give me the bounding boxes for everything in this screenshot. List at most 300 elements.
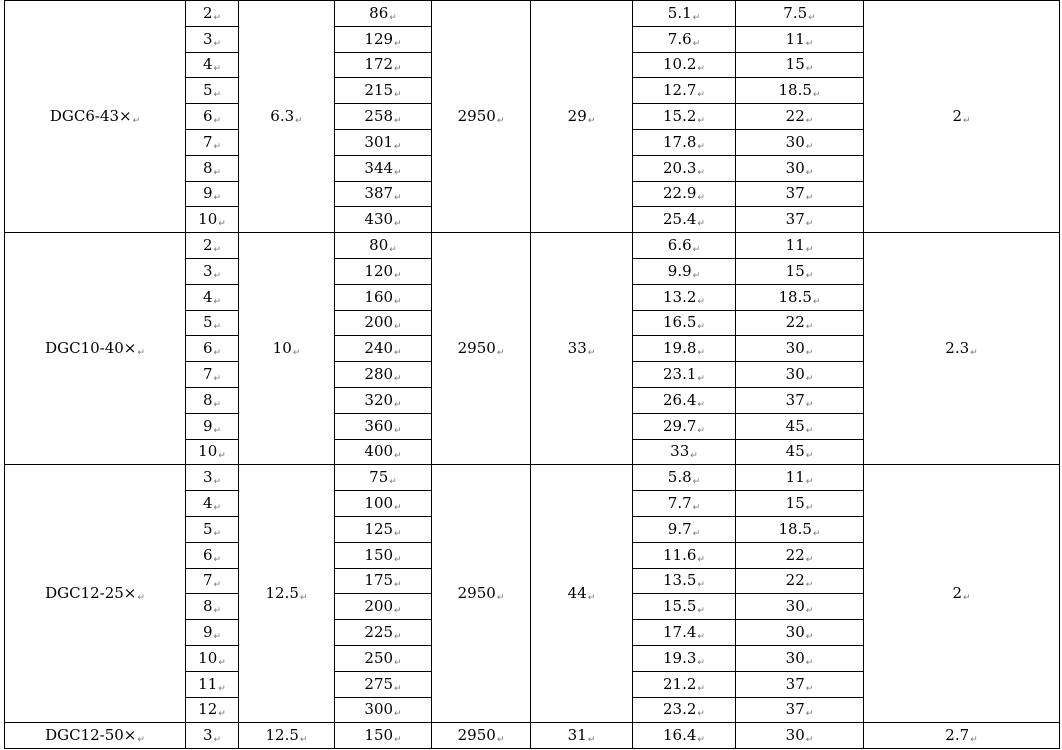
stages-value: 5 xyxy=(202,519,213,538)
motor-power-value: 37 xyxy=(785,700,805,719)
stages-value: 4 xyxy=(202,287,213,306)
paragraph-mark-icon: ↵ xyxy=(970,735,978,746)
speed-cell xyxy=(432,1,531,233)
motor-power-cell xyxy=(736,104,864,130)
paragraph-mark-icon: ↵ xyxy=(394,270,402,281)
head-value: 300 xyxy=(364,700,394,719)
motor-power-cell xyxy=(736,129,864,155)
shaft-power-cell xyxy=(633,542,736,568)
shaft-power-value: 5.1 xyxy=(667,3,692,22)
shaft-power-value: 13.2 xyxy=(663,287,697,306)
stages-cell xyxy=(186,78,239,104)
stages-value: 9 xyxy=(202,623,213,642)
shaft-power-value: 7.6 xyxy=(667,29,692,48)
motor-power-value: 18.5 xyxy=(778,519,812,538)
motor-power-cell xyxy=(736,362,864,388)
shaft-power-cell xyxy=(633,594,736,620)
paragraph-mark-icon: ↵ xyxy=(808,12,816,23)
stages-cell xyxy=(186,671,239,697)
head-value: 320 xyxy=(364,390,394,409)
motor-power-value: 37 xyxy=(785,674,805,693)
paragraph-mark-icon: ↵ xyxy=(389,477,397,488)
paragraph-mark-icon: ↵ xyxy=(697,632,705,643)
table-row xyxy=(5,1,1060,27)
paragraph-mark-icon: ↵ xyxy=(137,735,145,746)
paragraph-mark-icon: ↵ xyxy=(805,141,814,152)
paragraph-mark-icon: ↵ xyxy=(805,322,814,333)
paragraph-mark-icon: ↵ xyxy=(496,593,505,604)
shaft-power-cell xyxy=(633,233,736,259)
motor-power-cell xyxy=(736,516,864,542)
paragraph-mark-icon: ↵ xyxy=(213,374,222,385)
model-value: DGC12-50× xyxy=(45,726,137,745)
paragraph-mark-icon: ↵ xyxy=(805,451,814,462)
speed-value: 2950 xyxy=(457,339,496,358)
paragraph-mark-icon: ↵ xyxy=(805,477,814,488)
shaft-power-value: 20.3 xyxy=(663,158,697,177)
head-value: 280 xyxy=(364,365,394,384)
paragraph-mark-icon: ↵ xyxy=(805,606,814,617)
paragraph-mark-icon: ↵ xyxy=(213,399,222,410)
shaft-power-value: 13.5 xyxy=(663,571,697,590)
npsh-value: 2 xyxy=(952,584,962,603)
model-cell xyxy=(5,465,186,723)
efficiency-cell xyxy=(531,465,633,723)
motor-power-cell xyxy=(736,620,864,646)
paragraph-mark-icon: ↵ xyxy=(970,348,978,359)
head-cell xyxy=(335,26,432,52)
head-value: 150 xyxy=(364,726,394,745)
motor-power-value: 22 xyxy=(785,107,805,126)
head-value: 172 xyxy=(364,55,394,74)
paragraph-mark-icon: ↵ xyxy=(963,116,971,127)
paragraph-mark-icon: ↵ xyxy=(213,554,222,565)
stages-cell xyxy=(186,52,239,78)
speed-value: 2950 xyxy=(457,726,496,745)
head-cell xyxy=(335,78,432,104)
paragraph-mark-icon: ↵ xyxy=(394,503,402,514)
paragraph-mark-icon: ↵ xyxy=(213,632,222,643)
shaft-power-cell xyxy=(633,207,736,233)
stages-value: 9 xyxy=(202,184,213,203)
motor-power-cell xyxy=(736,78,864,104)
motor-power-cell xyxy=(736,723,864,749)
stages-cell xyxy=(186,362,239,388)
shaft-power-cell xyxy=(633,697,736,723)
efficiency-value: 31 xyxy=(567,726,587,745)
head-value: 86 xyxy=(369,3,389,22)
motor-power-value: 11 xyxy=(785,236,805,255)
paragraph-mark-icon: ↵ xyxy=(218,219,226,230)
paragraph-mark-icon: ↵ xyxy=(213,90,222,101)
motor-power-cell xyxy=(736,1,864,27)
head-cell xyxy=(335,413,432,439)
head-cell xyxy=(335,620,432,646)
stages-cell xyxy=(186,697,239,723)
paragraph-mark-icon: ↵ xyxy=(394,219,402,230)
paragraph-mark-icon: ↵ xyxy=(213,528,222,539)
npsh-value: 2.7 xyxy=(945,726,970,745)
head-value: 360 xyxy=(364,416,394,435)
head-value: 200 xyxy=(364,597,394,616)
motor-power-value: 22 xyxy=(785,571,805,590)
head-value: 75 xyxy=(369,468,389,487)
paragraph-mark-icon: ↵ xyxy=(213,245,222,256)
paragraph-mark-icon: ↵ xyxy=(299,735,308,746)
paragraph-mark-icon: ↵ xyxy=(213,141,222,152)
paragraph-mark-icon: ↵ xyxy=(697,683,705,694)
flow-cell xyxy=(239,1,335,233)
shaft-power-value: 16.5 xyxy=(663,313,697,332)
shaft-power-cell xyxy=(633,129,736,155)
stages-value: 7 xyxy=(202,571,213,590)
stages-cell xyxy=(186,336,239,362)
motor-power-cell xyxy=(736,26,864,52)
stages-value: 6 xyxy=(202,107,213,126)
head-cell xyxy=(335,336,432,362)
stages-cell xyxy=(186,104,239,130)
motor-power-cell xyxy=(736,387,864,413)
shaft-power-cell xyxy=(633,671,736,697)
paragraph-mark-icon: ↵ xyxy=(389,245,397,256)
motor-power-cell xyxy=(736,310,864,336)
paragraph-mark-icon: ↵ xyxy=(394,683,402,694)
paragraph-mark-icon: ↵ xyxy=(496,348,505,359)
paragraph-mark-icon: ↵ xyxy=(394,90,402,101)
shaft-power-cell xyxy=(633,516,736,542)
shaft-power-value: 17.4 xyxy=(663,623,697,642)
head-cell xyxy=(335,258,432,284)
stages-value: 8 xyxy=(202,158,213,177)
head-cell xyxy=(335,697,432,723)
head-cell xyxy=(335,233,432,259)
table-row xyxy=(5,233,1060,259)
stages-cell xyxy=(186,129,239,155)
motor-power-cell xyxy=(736,284,864,310)
head-value: 225 xyxy=(364,623,394,642)
paragraph-mark-icon: ↵ xyxy=(132,116,141,127)
paragraph-mark-icon: ↵ xyxy=(213,193,222,204)
paragraph-mark-icon: ↵ xyxy=(394,38,402,49)
stages-value: 12 xyxy=(198,700,218,719)
paragraph-mark-icon: ↵ xyxy=(213,270,222,281)
head-value: 80 xyxy=(369,236,389,255)
paragraph-mark-icon: ↵ xyxy=(394,451,402,462)
head-cell xyxy=(335,516,432,542)
stages-value: 6 xyxy=(202,545,213,564)
shaft-power-value: 7.7 xyxy=(667,494,692,513)
head-cell xyxy=(335,104,432,130)
npsh-value: 2.3 xyxy=(945,339,970,358)
paragraph-mark-icon: ↵ xyxy=(805,374,814,385)
stages-cell xyxy=(186,413,239,439)
motor-power-cell xyxy=(736,336,864,362)
stages-value: 2 xyxy=(202,236,213,255)
npsh-cell xyxy=(864,465,1060,723)
head-cell xyxy=(335,129,432,155)
stages-value: 9 xyxy=(202,416,213,435)
paragraph-mark-icon: ↵ xyxy=(697,735,705,746)
paragraph-mark-icon: ↵ xyxy=(805,709,814,720)
head-cell xyxy=(335,155,432,181)
efficiency-value: 33 xyxy=(567,339,587,358)
motor-power-value: 18.5 xyxy=(778,287,812,306)
motor-power-cell xyxy=(736,465,864,491)
paragraph-mark-icon: ↵ xyxy=(218,709,226,720)
shaft-power-cell xyxy=(633,362,736,388)
stages-value: 5 xyxy=(202,313,213,332)
shaft-power-value: 23.2 xyxy=(663,700,697,719)
paragraph-mark-icon: ↵ xyxy=(587,348,596,359)
head-cell xyxy=(335,723,432,749)
paragraph-mark-icon: ↵ xyxy=(587,735,596,746)
shaft-power-value: 9.9 xyxy=(667,261,692,280)
paragraph-mark-icon: ↵ xyxy=(692,503,701,514)
paragraph-mark-icon: ↵ xyxy=(697,219,705,230)
paragraph-mark-icon: ↵ xyxy=(812,528,821,539)
flow-cell xyxy=(239,723,335,749)
paragraph-mark-icon: ↵ xyxy=(394,322,402,333)
paragraph-mark-icon: ↵ xyxy=(218,657,226,668)
paragraph-mark-icon: ↵ xyxy=(389,12,397,23)
table-row xyxy=(5,465,1060,491)
stages-value: 10 xyxy=(198,648,218,667)
paragraph-mark-icon: ↵ xyxy=(690,451,698,462)
paragraph-mark-icon: ↵ xyxy=(692,270,701,281)
flow-cell xyxy=(239,465,335,723)
motor-power-cell xyxy=(736,491,864,517)
stages-cell xyxy=(186,26,239,52)
head-cell xyxy=(335,362,432,388)
paragraph-mark-icon: ↵ xyxy=(299,593,308,604)
head-value: 120 xyxy=(364,261,394,280)
motor-power-cell xyxy=(736,697,864,723)
paragraph-mark-icon: ↵ xyxy=(805,193,814,204)
paragraph-mark-icon: ↵ xyxy=(394,374,402,385)
stages-value: 7 xyxy=(202,132,213,151)
head-cell xyxy=(335,310,432,336)
paragraph-mark-icon: ↵ xyxy=(805,245,814,256)
shaft-power-cell xyxy=(633,645,736,671)
motor-power-cell xyxy=(736,181,864,207)
paragraph-mark-icon: ↵ xyxy=(394,399,402,410)
shaft-power-value: 6.6 xyxy=(667,236,692,255)
paragraph-mark-icon: ↵ xyxy=(394,296,402,307)
head-value: 258 xyxy=(364,107,394,126)
motor-power-value: 11 xyxy=(785,468,805,487)
paragraph-mark-icon: ↵ xyxy=(213,606,222,617)
paragraph-mark-icon: ↵ xyxy=(394,735,402,746)
paragraph-mark-icon: ↵ xyxy=(805,503,814,514)
speed-value: 2950 xyxy=(457,107,496,126)
shaft-power-value: 23.1 xyxy=(663,365,697,384)
stages-value: 6 xyxy=(202,339,213,358)
model-cell xyxy=(5,723,186,749)
paragraph-mark-icon: ↵ xyxy=(697,141,705,152)
paragraph-mark-icon: ↵ xyxy=(213,167,222,178)
efficiency-cell xyxy=(531,723,633,749)
motor-power-value: 15 xyxy=(785,494,805,513)
paragraph-mark-icon: ↵ xyxy=(137,593,145,604)
paragraph-mark-icon: ↵ xyxy=(697,606,705,617)
shaft-power-cell xyxy=(633,491,736,517)
head-cell xyxy=(335,284,432,310)
head-value: 215 xyxy=(364,81,394,100)
paragraph-mark-icon: ↵ xyxy=(812,296,821,307)
motor-power-cell xyxy=(736,645,864,671)
paragraph-mark-icon: ↵ xyxy=(805,632,814,643)
head-value: 129 xyxy=(364,29,394,48)
head-cell xyxy=(335,181,432,207)
head-cell xyxy=(335,387,432,413)
motor-power-value: 37 xyxy=(785,210,805,229)
head-cell xyxy=(335,439,432,465)
paragraph-mark-icon: ↵ xyxy=(697,425,705,436)
paragraph-mark-icon: ↵ xyxy=(213,735,222,746)
motor-power-cell xyxy=(736,542,864,568)
paragraph-mark-icon: ↵ xyxy=(692,528,701,539)
flow-value: 12.5 xyxy=(265,584,299,603)
stages-cell xyxy=(186,465,239,491)
stages-cell xyxy=(186,207,239,233)
paragraph-mark-icon: ↵ xyxy=(697,709,705,720)
stages-value: 10 xyxy=(198,442,218,461)
head-cell xyxy=(335,52,432,78)
motor-power-value: 30 xyxy=(785,597,805,616)
motor-power-value: 30 xyxy=(785,365,805,384)
shaft-power-cell xyxy=(633,181,736,207)
head-value: 344 xyxy=(364,158,394,177)
paragraph-mark-icon: ↵ xyxy=(292,348,301,359)
paragraph-mark-icon: ↵ xyxy=(394,554,402,565)
paragraph-mark-icon: ↵ xyxy=(805,38,814,49)
paragraph-mark-icon: ↵ xyxy=(295,116,303,127)
paragraph-mark-icon: ↵ xyxy=(697,322,705,333)
shaft-power-value: 29.7 xyxy=(663,416,697,435)
stages-value: 3 xyxy=(202,261,213,280)
pump-spec-table xyxy=(4,0,1060,749)
paragraph-mark-icon: ↵ xyxy=(805,64,814,75)
speed-cell xyxy=(432,723,531,749)
paragraph-mark-icon: ↵ xyxy=(697,116,705,127)
shaft-power-value: 5.8 xyxy=(667,468,692,487)
motor-power-cell xyxy=(736,671,864,697)
paragraph-mark-icon: ↵ xyxy=(394,116,402,127)
head-cell xyxy=(335,207,432,233)
motor-power-value: 37 xyxy=(785,184,805,203)
head-value: 400 xyxy=(364,442,394,461)
shaft-power-cell xyxy=(633,465,736,491)
motor-power-value: 30 xyxy=(785,132,805,151)
npsh-cell xyxy=(864,233,1060,465)
stages-value: 3 xyxy=(202,468,213,487)
head-cell xyxy=(335,645,432,671)
motor-power-cell xyxy=(736,52,864,78)
paragraph-mark-icon: ↵ xyxy=(697,193,705,204)
shaft-power-cell xyxy=(633,620,736,646)
paragraph-mark-icon: ↵ xyxy=(213,425,222,436)
shaft-power-cell xyxy=(633,387,736,413)
flow-value: 10 xyxy=(272,339,292,358)
motor-power-cell xyxy=(736,233,864,259)
head-value: 150 xyxy=(364,545,394,564)
shaft-power-value: 15.2 xyxy=(663,107,697,126)
shaft-power-cell xyxy=(633,413,736,439)
motor-power-cell xyxy=(736,413,864,439)
paragraph-mark-icon: ↵ xyxy=(394,193,402,204)
stages-value: 11 xyxy=(198,674,218,693)
paragraph-mark-icon: ↵ xyxy=(692,245,701,256)
head-value: 100 xyxy=(364,494,394,513)
shaft-power-value: 22.9 xyxy=(663,184,697,203)
paragraph-mark-icon: ↵ xyxy=(213,348,222,359)
motor-power-value: 18.5 xyxy=(778,81,812,100)
paragraph-mark-icon: ↵ xyxy=(805,270,814,281)
motor-power-value: 22 xyxy=(785,545,805,564)
shaft-power-value: 10.2 xyxy=(663,55,697,74)
stages-cell xyxy=(186,439,239,465)
shaft-power-cell xyxy=(633,1,736,27)
stages-cell xyxy=(186,310,239,336)
paragraph-mark-icon: ↵ xyxy=(587,116,596,127)
paragraph-mark-icon: ↵ xyxy=(692,12,701,23)
paragraph-mark-icon: ↵ xyxy=(213,38,222,49)
paragraph-mark-icon: ↵ xyxy=(805,657,814,668)
motor-power-cell xyxy=(736,258,864,284)
stages-cell xyxy=(186,594,239,620)
paragraph-mark-icon: ↵ xyxy=(697,399,705,410)
motor-power-value: 22 xyxy=(785,313,805,332)
flow-value: 6.3 xyxy=(270,107,295,126)
stages-cell xyxy=(186,233,239,259)
paragraph-mark-icon: ↵ xyxy=(394,141,402,152)
paragraph-mark-icon: ↵ xyxy=(697,554,705,565)
paragraph-mark-icon: ↵ xyxy=(692,477,701,488)
stages-cell xyxy=(186,181,239,207)
shaft-power-cell xyxy=(633,52,736,78)
paragraph-mark-icon: ↵ xyxy=(137,348,145,359)
head-cell xyxy=(335,671,432,697)
paragraph-mark-icon: ↵ xyxy=(963,593,971,604)
stages-cell xyxy=(186,542,239,568)
paragraph-mark-icon: ↵ xyxy=(496,735,505,746)
paragraph-mark-icon: ↵ xyxy=(697,580,705,591)
head-value: 387 xyxy=(364,184,394,203)
stages-value: 8 xyxy=(202,390,213,409)
paragraph-mark-icon: ↵ xyxy=(218,683,226,694)
head-value: 200 xyxy=(364,313,394,332)
paragraph-mark-icon: ↵ xyxy=(213,116,222,127)
motor-power-value: 15 xyxy=(785,55,805,74)
stages-value: 8 xyxy=(202,597,213,616)
efficiency-cell xyxy=(531,1,633,233)
paragraph-mark-icon: ↵ xyxy=(496,116,505,127)
stages-value: 4 xyxy=(202,55,213,74)
motor-power-value: 7.5 xyxy=(783,3,808,22)
stages-cell xyxy=(186,387,239,413)
paragraph-mark-icon: ↵ xyxy=(692,38,701,49)
paragraph-mark-icon: ↵ xyxy=(394,657,402,668)
head-cell xyxy=(335,465,432,491)
shaft-power-cell xyxy=(633,284,736,310)
paragraph-mark-icon: ↵ xyxy=(805,683,814,694)
paragraph-mark-icon: ↵ xyxy=(394,709,402,720)
paragraph-mark-icon: ↵ xyxy=(213,322,222,333)
head-value: 275 xyxy=(364,674,394,693)
shaft-power-cell xyxy=(633,439,736,465)
paragraph-mark-icon: ↵ xyxy=(805,348,814,359)
shaft-power-cell xyxy=(633,568,736,594)
